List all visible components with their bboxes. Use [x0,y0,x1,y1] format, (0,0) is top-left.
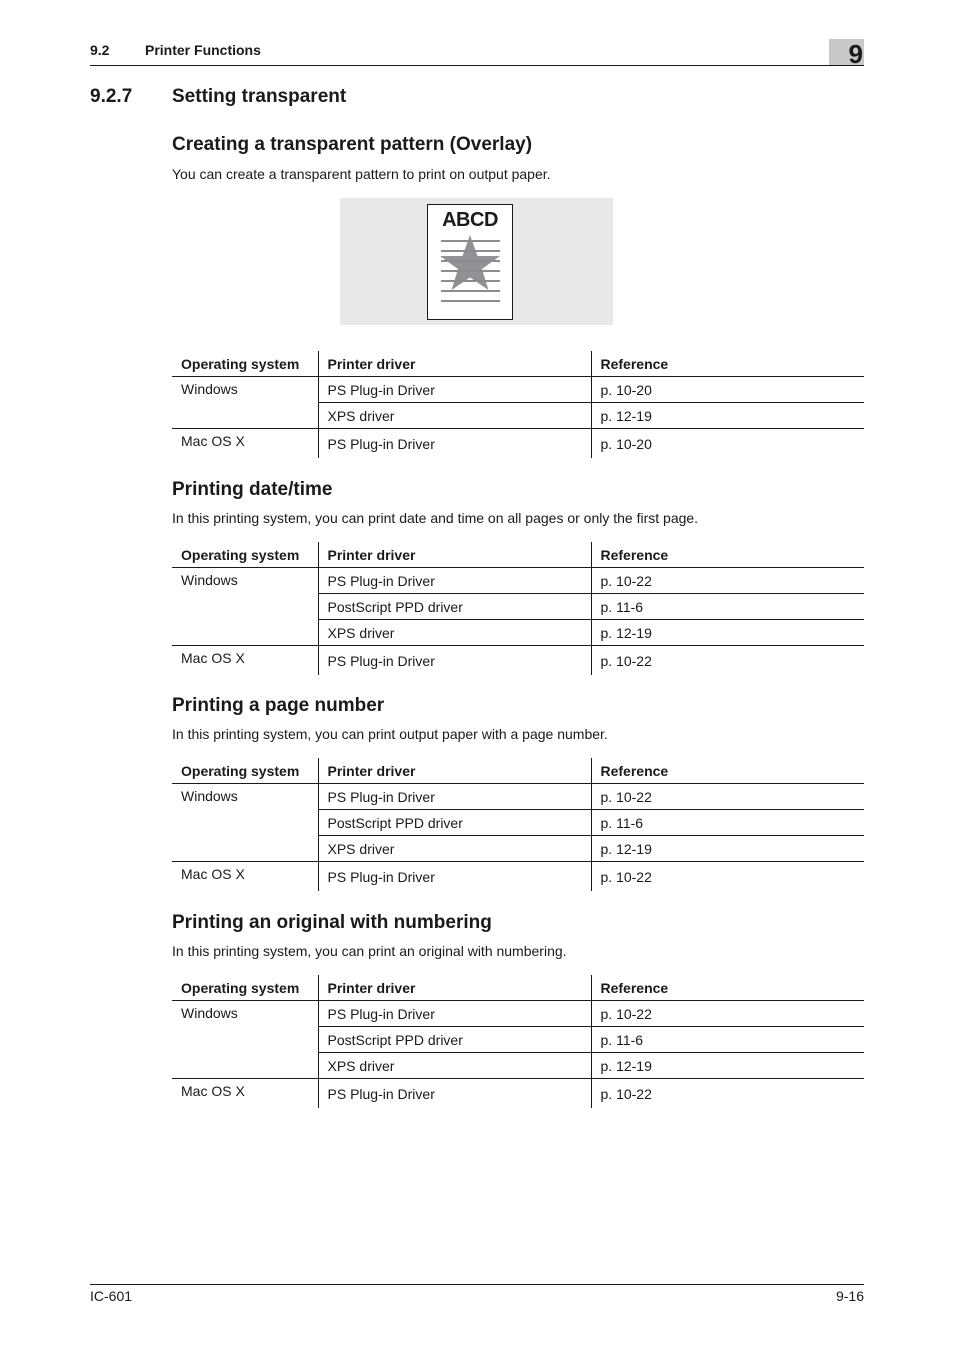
heading-overlay: Creating a transparent pattern (Overlay) [172,134,533,155]
heading-numbering: Printing an original with numbering [172,912,492,933]
description-page-number: In this printing system, you can print output paper with a page number. [172,726,608,742]
table-numbering [172,975,864,1108]
heading-page-number: Printing a page number [172,695,385,716]
cell-driver: PS Plug-in Driver [318,568,591,594]
cell-driver: PostScript PPD driver [318,594,591,620]
cell-driver: PS Plug-in Driver [318,862,591,892]
heading-date-time: Printing date/time [172,479,333,500]
col-header-driver: Printer driver [318,758,591,784]
cell-os: Windows [172,1001,318,1079]
cell-driver: PS Plug-in Driver [318,429,591,459]
cell-driver: PS Plug-in Driver [318,377,591,403]
cell-reference: p. 10-22 [591,568,864,594]
table-overlay [172,351,864,458]
footer-page-number: 9-16 [835,1288,864,1304]
col-header-os: Operating system [172,975,318,1001]
cell-os: Mac OS X [181,866,245,882]
chapter-number-badge [829,39,864,69]
paper-sheet [427,204,513,320]
cell-os: Mac OS X [181,650,245,666]
col-header-os: Operating system [172,351,318,377]
col-header-reference: Reference [591,351,864,377]
cell-driver: PS Plug-in Driver [318,1001,591,1027]
header-rule [90,65,864,66]
description-date-time: In this printing system, you can print date and time on all pages or only the first page. [172,510,699,526]
header-section-number: 9.2 [90,42,110,58]
table-row [172,646,864,676]
cell-reference: p. 11-6 [591,1027,864,1053]
table-row [172,377,864,403]
chapter-number: 9 [848,39,863,69]
cell-os: Windows [172,784,318,862]
star-overlay-icon [428,205,512,319]
cell-os: Windows [172,377,318,429]
cell-driver: PostScript PPD driver [318,810,591,836]
cell-reference: p. 10-22 [591,862,864,892]
description-numbering: In this printing system, you can print an original with numbering. [172,943,567,959]
section-title: Setting transparent [172,86,347,107]
paper-text: ABCD [442,209,498,231]
col-header-os: Operating system [172,542,318,568]
table-page-number [172,758,864,891]
overlay-illustration [340,198,613,325]
cell-os: Windows [172,568,318,646]
col-header-driver: Printer driver [318,542,591,568]
description-overlay: You can create a transparent pattern to print on output paper. [172,166,551,182]
cell-driver: XPS driver [318,403,591,429]
table-row [172,1001,864,1027]
cell-reference: p. 12-19 [591,836,864,862]
cell-reference: p. 10-22 [591,784,864,810]
col-header-reference: Reference [591,758,864,784]
table-row [172,1079,864,1109]
cell-driver: PS Plug-in Driver [318,1079,591,1109]
table-row [172,568,864,594]
cell-os: Mac OS X [181,433,245,449]
cell-reference: p. 11-6 [591,810,864,836]
cell-reference: p. 10-22 [591,646,864,676]
col-header-reference: Reference [591,542,864,568]
col-header-driver: Printer driver [318,975,591,1001]
footer-model: IC-601 [90,1288,133,1304]
header-section-title: Printer Functions [145,42,261,58]
col-header-os: Operating system [172,758,318,784]
col-header-driver: Printer driver [318,351,591,377]
cell-driver: XPS driver [318,836,591,862]
cell-reference: p. 10-20 [591,377,864,403]
cell-os: Mac OS X [181,1083,245,1099]
table-row [172,862,864,892]
cell-reference: p. 12-19 [591,403,864,429]
cell-driver: PostScript PPD driver [318,1027,591,1053]
table-row [172,429,864,459]
cell-reference: p. 10-22 [591,1079,864,1109]
cell-reference: p. 11-6 [591,594,864,620]
col-header-reference: Reference [591,975,864,1001]
cell-driver: PS Plug-in Driver [318,646,591,676]
footer-rule [90,1284,864,1285]
cell-reference: p. 12-19 [591,620,864,646]
cell-driver: XPS driver [318,1053,591,1079]
table-date-time [172,542,864,675]
cell-reference: p. 10-20 [591,429,864,459]
table-row [172,784,864,810]
cell-reference: p. 12-19 [591,1053,864,1079]
section-number: 9.2.7 [90,86,133,107]
cell-driver: XPS driver [318,620,591,646]
cell-reference: p. 10-22 [591,1001,864,1027]
cell-driver: PS Plug-in Driver [318,784,591,810]
